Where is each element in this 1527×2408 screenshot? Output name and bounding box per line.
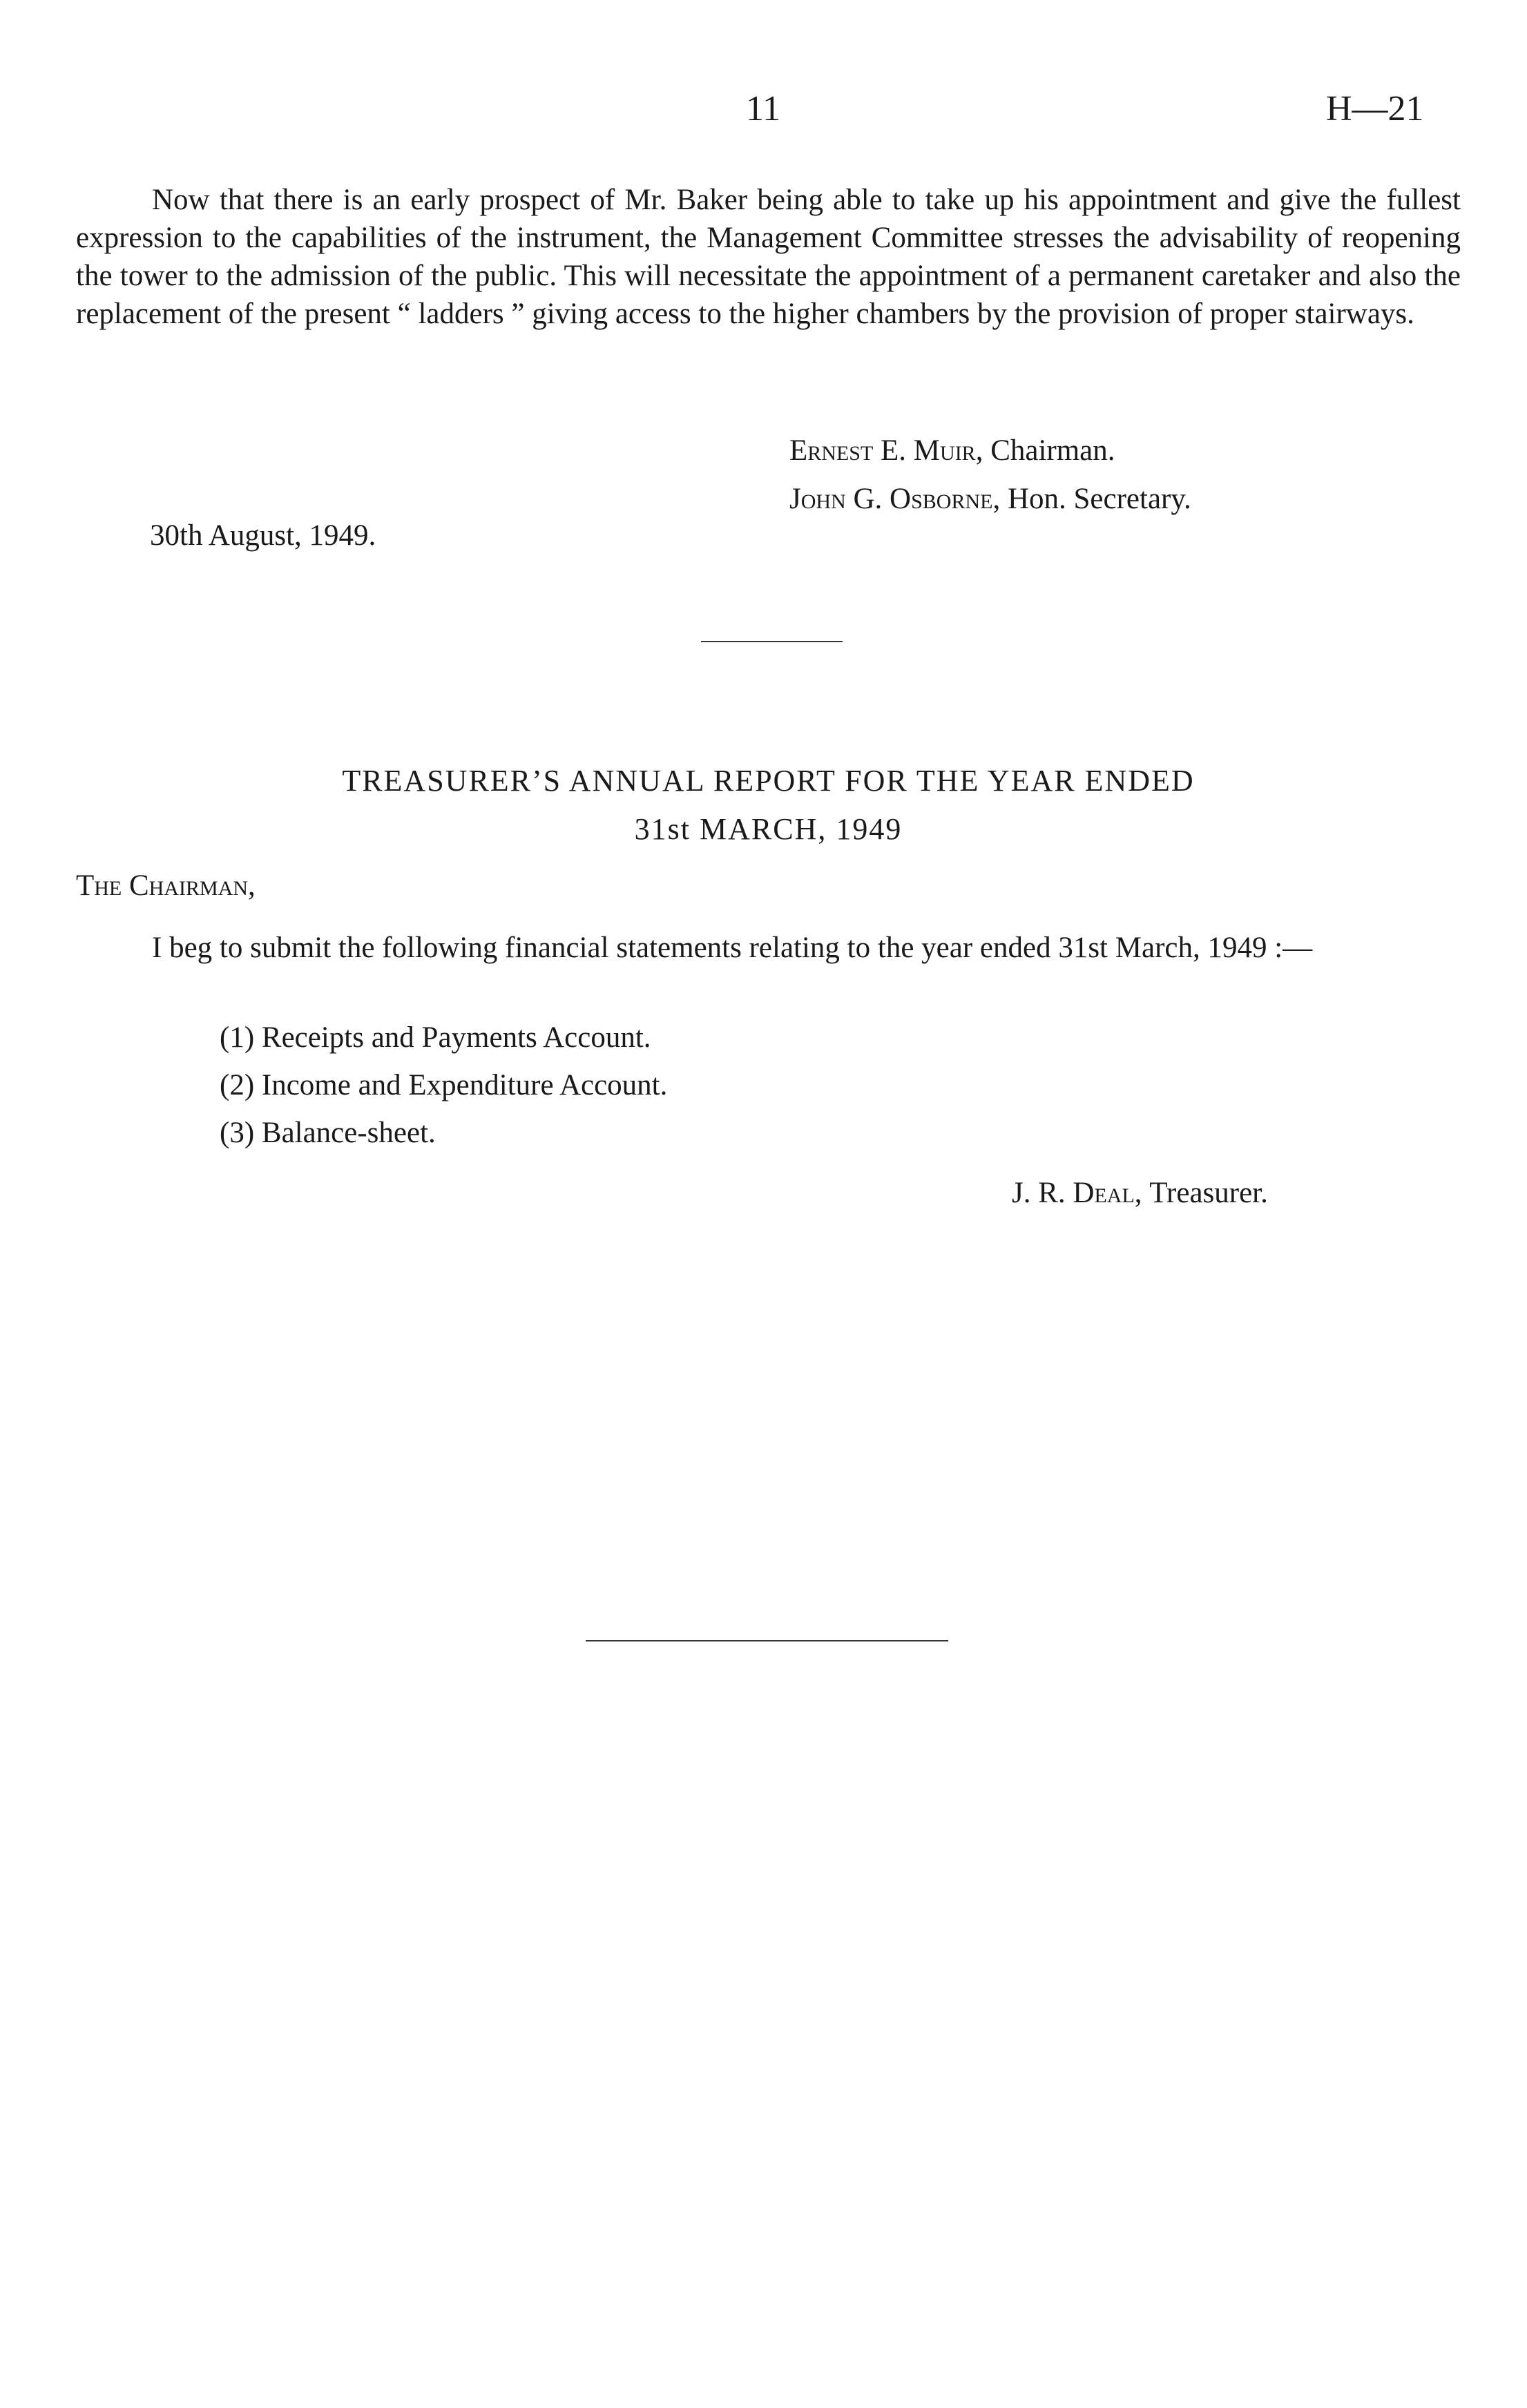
signatory-name: J. R. Deal, — [1012, 1177, 1142, 1209]
treasurer-report-subheading: 31st MARCH, 1949 — [634, 812, 903, 846]
signature-secretary — [789, 480, 1191, 518]
statements-list — [220, 1019, 667, 1162]
report-date: 30th August, 1949. — [150, 519, 376, 552]
signature-chairman — [789, 432, 1115, 470]
treasurer-paragraph: I beg to submit the following financial statements relating to the year ended 31st March, 1949 :— — [152, 932, 1313, 964]
list-item: (3) Balance-sheet. — [220, 1117, 436, 1149]
signatory-role: Chairman. — [990, 434, 1115, 467]
section-divider — [586, 1640, 948, 1641]
list-item: (2) Income and Expenditure Account. — [220, 1069, 668, 1101]
signatory-role: Treasurer. — [1149, 1177, 1268, 1209]
committee-paragraph: Now that there is an early prospect of Mr. Baker being able to take up his appointment and give the fullest expression to the capabilities of the instrument, the Management Committee stresses the advisability of reopening the tower to the admission of the public. This will necessitate the appointment of a permanent caretaker and also the replacement of the present “ ladders ” giving access to the higher chambers by the provision of proper stairways. — [76, 184, 1461, 330]
salutation: The Chairman, — [76, 869, 256, 902]
treasurer-report-heading: TREASURER’S ANNUAL REPORT FOR THE YEAR ENDED — [342, 764, 1195, 798]
section-divider — [701, 641, 843, 642]
signature-treasurer — [1012, 1174, 1268, 1212]
document-reference: H—21 — [1326, 89, 1424, 128]
signatory-name: John G. Osborne, — [789, 483, 1001, 515]
list-item: (1) Receipts and Payments Account. — [220, 1021, 651, 1054]
signatory-name: Ernest E. Muir, — [789, 434, 983, 467]
page-number: 11 — [746, 89, 781, 128]
signatory-role: Hon. Secretary. — [1007, 483, 1191, 515]
